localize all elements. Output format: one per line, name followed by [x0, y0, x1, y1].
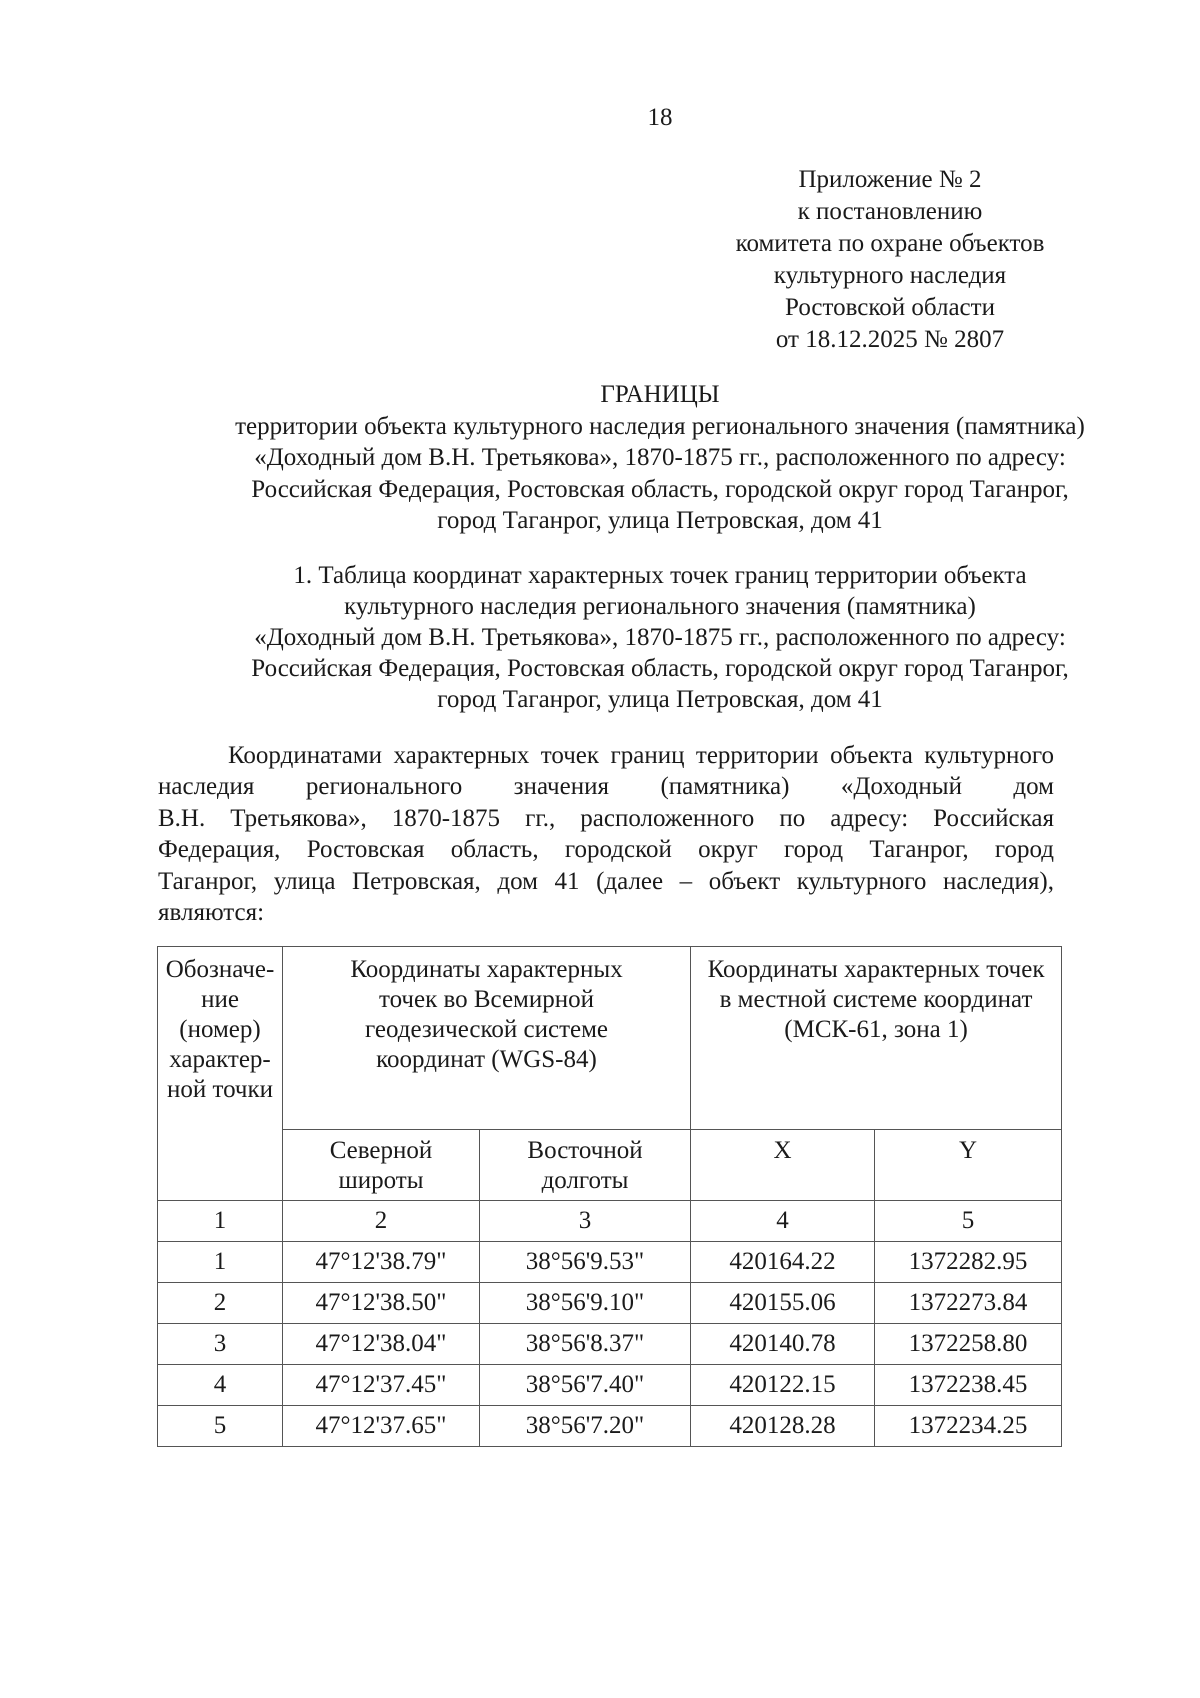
appendix-line: к постановлению	[797, 198, 983, 225]
title-line: город Таганрог, улица Петровская, дом 41	[437, 507, 883, 534]
paragraph-line: Таганрог, улица Петровская, дом 41 (далее – объект культурного наследия),	[158, 867, 1054, 895]
latitude-cell: 47°12'37.45"	[283, 1365, 480, 1406]
table-row	[158, 1242, 1062, 1283]
y-cell: 1372234.25	[875, 1406, 1062, 1447]
table-row	[158, 1365, 1062, 1406]
latitude-cell: 47°12'38.50"	[283, 1283, 480, 1324]
appendix-line: от 18.12.2025 № 2807	[775, 326, 1005, 353]
table-row	[158, 1406, 1062, 1447]
x-cell: 420164.22	[691, 1242, 875, 1283]
body-paragraph	[158, 740, 1054, 928]
document-title	[160, 379, 1160, 537]
header-north-latitude: Северной широты	[283, 1130, 480, 1201]
paragraph-line: наследия регионального значения (памятника) «Доходный дом	[158, 773, 1054, 801]
header-msk61: Координаты характерных точек в местной системе координат (МСК-61, зона 1)	[691, 947, 1062, 1130]
column-number: 2	[283, 1201, 480, 1242]
header-x: X	[691, 1130, 875, 1201]
x-cell: 420140.78	[691, 1324, 875, 1365]
point-number: 5	[158, 1406, 283, 1447]
title-heading: ГРАНИЦЫ	[600, 381, 720, 408]
table-heading-line: Российская Федерация, Ростовская область, городской округ город Таганрог,	[251, 655, 1069, 682]
header-east-longitude: Восточной долготы	[480, 1130, 691, 1201]
latitude-cell: 47°12'37.65"	[283, 1406, 480, 1447]
title-line: территории объекта культурного наследия регионального значения (памятника)	[235, 412, 1085, 440]
paragraph-line: Координатами характерных точек границ территории объекта культурного	[228, 742, 1054, 769]
latitude-cell: 47°12'38.79"	[283, 1242, 480, 1283]
appendix-block	[720, 164, 1060, 356]
column-number: 1	[158, 1201, 283, 1242]
paragraph-line: являются:	[158, 899, 265, 927]
x-cell: 420155.06	[691, 1283, 875, 1324]
header-wgs84: Координаты характерных точек во Всемирной геодезической системе координат (WGS-84)	[283, 947, 691, 1130]
column-number: 4	[691, 1201, 875, 1242]
latitude-cell: 47°12'38.04"	[283, 1324, 480, 1365]
longitude-cell: 38°56'9.53"	[480, 1242, 691, 1283]
longitude-cell: 38°56'8.37"	[480, 1324, 691, 1365]
appendix-line: культурного наследия	[773, 262, 1007, 289]
appendix-line: Приложение № 2	[798, 166, 982, 193]
point-number: 1	[158, 1242, 283, 1283]
table-row	[158, 1283, 1062, 1324]
title-line: «Доходный дом В.Н. Третьякова», 1870-1875 гг., расположенного по адресу:	[254, 444, 1066, 471]
point-number: 3	[158, 1324, 283, 1365]
longitude-cell: 38°56'9.10"	[480, 1283, 691, 1324]
longitude-cell: 38°56'7.20"	[480, 1406, 691, 1447]
column-number-row	[158, 1201, 1062, 1242]
header-point-designation: Обозначе- ние (номер) характер- ной точки	[158, 947, 283, 1201]
y-cell: 1372258.80	[875, 1324, 1062, 1365]
header-y: Y	[875, 1130, 1062, 1201]
longitude-cell: 38°56'7.40"	[480, 1365, 691, 1406]
y-cell: 1372282.95	[875, 1242, 1062, 1283]
y-cell: 1372238.45	[875, 1365, 1062, 1406]
title-line: Российская Федерация, Ростовская область, городской округ город Таганрог,	[251, 475, 1069, 503]
appendix-line: комитета по охране объектов	[735, 230, 1045, 257]
paragraph-line: Федерация, Ростовская область, городской округ город Таганрог, город	[158, 836, 1054, 864]
table-heading-line: город Таганрог, улица Петровская, дом 41	[437, 686, 883, 713]
column-number: 5	[875, 1201, 1062, 1242]
page-number: 18	[647, 104, 673, 131]
table-heading	[160, 560, 1160, 715]
table-subheader-row	[158, 1130, 1062, 1201]
table-heading-line: 1. Таблица координат характерных точек границ территории объекта	[293, 562, 1027, 589]
coordinates-table	[157, 946, 1062, 1447]
column-number: 3	[480, 1201, 691, 1242]
x-cell: 420128.28	[691, 1406, 875, 1447]
table-heading-line: «Доходный дом В.Н. Третьякова», 1870-1875 гг., расположенного по адресу:	[254, 624, 1066, 651]
table-heading-line: культурного наследия регионального значения (памятника)	[344, 593, 976, 620]
table-header-row	[158, 947, 1062, 1130]
x-cell: 420122.15	[691, 1365, 875, 1406]
table-row	[158, 1324, 1062, 1365]
paragraph-line: В.Н. Третьякова», 1870-1875 гг., расположенного по адресу: Российская	[158, 804, 1054, 832]
point-number: 4	[158, 1365, 283, 1406]
appendix-line: Ростовской области	[785, 294, 995, 321]
y-cell: 1372273.84	[875, 1283, 1062, 1324]
point-number: 2	[158, 1283, 283, 1324]
